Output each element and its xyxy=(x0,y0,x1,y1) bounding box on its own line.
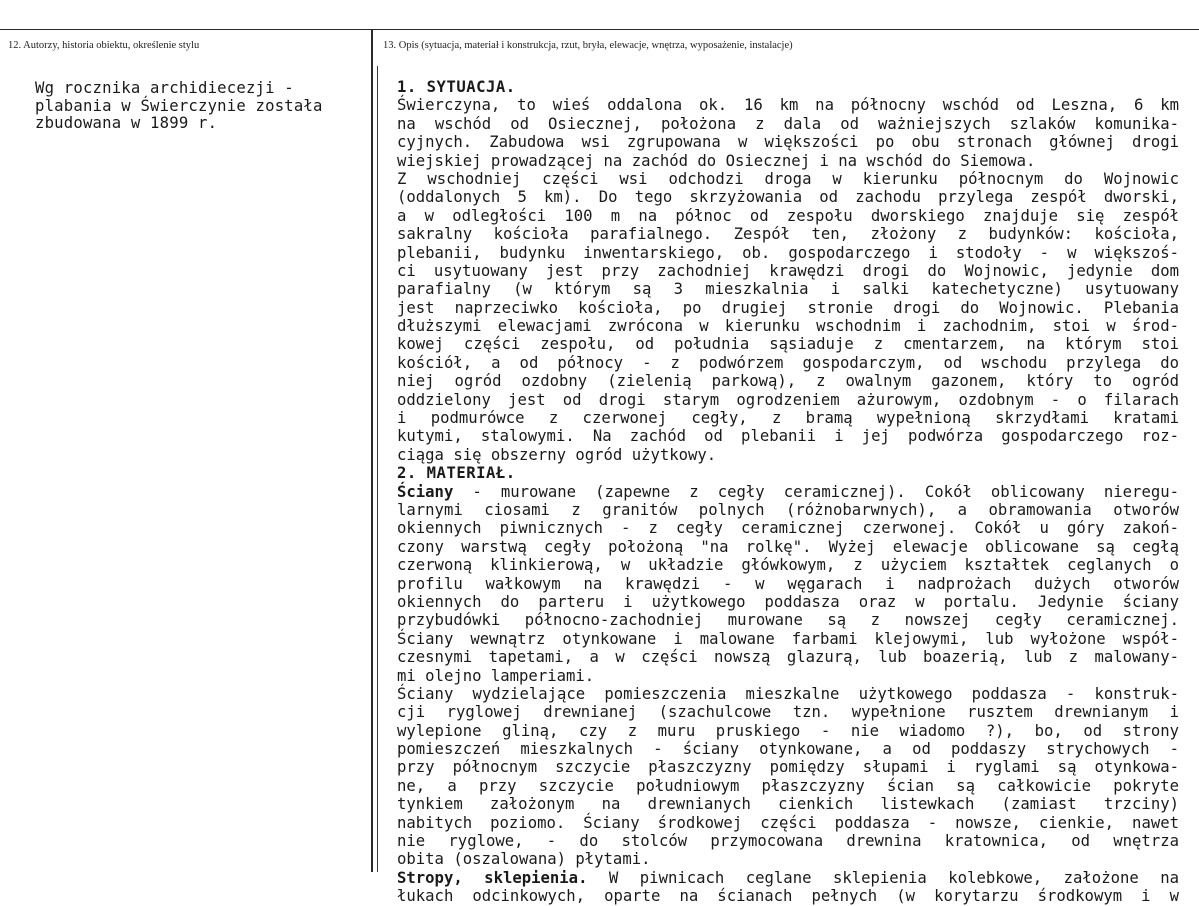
section-13-header: 13. Opis (sytuacja, materiał i konstrukcja, rzut, bryła, elewacje, wnętrza, wyposażenie, instalacje) xyxy=(383,40,793,51)
text-line: okiennych do parteru i użytkowego poddasza oraz w portalu. Jedynie ściany xyxy=(397,592,1179,611)
text-line: i podmurówce z czerwonej cegły, z bramą wypełnioną skrzydłami kratami xyxy=(397,409,1179,428)
text-line: okiennych piwnicznych - z cegły ceramicznej czerwonej. Cokół u góry zakoń- xyxy=(397,519,1179,538)
text-line: przybudówki północno-zachodniej murowane są z nowszej cegły ceramicznej. xyxy=(397,611,1179,630)
column-divider xyxy=(371,29,373,872)
text-line: (oddalonych 5 km). Do tego skrzyżowania od zachodu przylega zespół dworski, xyxy=(397,188,1179,207)
section-heading: 2. MATERIAŁ. xyxy=(397,464,516,483)
text-line: Ściany wewnątrz otynkowane i malowane farbami klejowymi, lub wyłożone współ- xyxy=(397,629,1179,648)
text-line: kowej części zespołu, od południa sąsiaduje z cmentarzem, na którym stoi xyxy=(397,335,1179,354)
paragraph-lead: Stropy, sklepienia. xyxy=(397,868,588,887)
text-line: wiejskiej prowadzącej na zachód do Osiecznej i na wschód do Siemowa. xyxy=(397,151,1036,170)
history-text: Wg rocznika archidiecezji - plabania w Świerczynie została zbudowana w 1899 r. xyxy=(35,79,323,132)
section-heading: 1. SYTUACJA. xyxy=(397,78,516,96)
text-line: ci usytuowany jest przy zachodniej krawędzi drogi do Wojnowic, jedynie dom xyxy=(397,261,1179,280)
column-divider-inner xyxy=(377,66,378,872)
text-line: ne, a przy szczycie południowym płaszczyzny ścian są całkowicie pokryte xyxy=(397,776,1179,795)
text-line: parafialny (w którym są 3 mieszkalnia i salki katechetyczne) usytuowany xyxy=(397,280,1179,299)
text-line: Z wschodniej części wsi odchodzi droga w kierunku północnym do Wojnowic xyxy=(397,169,1179,188)
text-line: przy północnym szczycie płaszczyzny pomiędzy słupami i ryglami są otynkowa- xyxy=(397,758,1179,777)
text-line: kościół, a od północy - z podwórzem gospodarczym, od wschodu przylega do xyxy=(397,353,1179,372)
text-line: wylepione gliną, czy z muru pruskiego - nie wiadomo ?), bo, od strony xyxy=(397,721,1179,740)
text-line: na wschód od Osiecznej, położona z dala od ważniejszych szlaków komunika- xyxy=(397,114,1179,133)
text-line: a w odległości 100 m na północ od zespołu dworskiego znajduje się zespół xyxy=(397,206,1179,225)
text-line: cji ryglowej drewnianej (szachulcowe tzn. wypełnione rusztem drewnianym i xyxy=(397,703,1179,722)
text-line: profilu wałkowym na krawędzi - w węgarach i nadprożach dużych otworów xyxy=(397,574,1179,593)
form-top-border xyxy=(0,29,1199,30)
text-line: czony warstwą cegły położoną "na rolkę". Wyżej elewacje oblicowane są cegłą xyxy=(397,537,1179,556)
description-text xyxy=(397,78,1179,906)
text-line: niej ogród ozdobny (zielenią parkową), z owalnym gazonem, który to ogród xyxy=(397,372,1179,391)
text-line: pomieszczeń mieszkalnych - ściany otynkowane, a od poddaszy strychowych - xyxy=(397,740,1179,759)
text-line: czerwoną klinkierową, w układzie główkowym, z użyciem kształtek ceglanych o xyxy=(397,556,1179,575)
text-line: ciąga się obszerny ogród użytkowy. xyxy=(397,445,717,464)
text-line: sakralny kościoła parafialnego. Zespół ten, złożony z budynków: kościoła, xyxy=(397,225,1179,244)
text-line: larnymi ciosami z granitów polnych (różnobarwnych), a obramowania otworów xyxy=(397,500,1179,519)
section-12-header: 12. Autorzy, historia obiektu, określenie stylu xyxy=(8,40,200,51)
text-line: oddzielony jest od drogi starym ogrodzeniem ażurowym, ozdobnym - o filarach xyxy=(397,390,1179,409)
text-line: cyjnych. Zabudowa wsi zgrupowana w większości po obu stronach głównej drogi xyxy=(397,133,1179,152)
text-line: nie ryglowe, - do stolców przymocowana drewnina kratownica, od wnętrza xyxy=(397,832,1179,851)
text-line: jest naprzeciwko kościoła, po drugiej stronie drogi do Wojnowic. Plebania xyxy=(397,298,1179,317)
paragraph-lead: Ściany xyxy=(397,482,454,501)
text-line: czesnymi tapetami, a w części nowszą glazurą, lub boazerią, lub z malowany- xyxy=(397,648,1179,667)
text-line: nabitych poziomo. Ściany środkowej części poddasza - nowsze, cienkie, nawet xyxy=(397,813,1179,832)
text-line xyxy=(397,483,1179,501)
text-line: Ściany wydzielające pomieszczenia mieszkalne użytkowego poddasza - konstruk- xyxy=(397,684,1179,703)
text-line: dłuższymi elewacjami zwrócona w kierunku wschodnim i zachodnim, stoi w środ- xyxy=(397,317,1179,336)
paragraph-text: - murowane (zapewne z cegły ceramicznej). Cokół oblicowany nieregu- xyxy=(453,482,1179,501)
text-line: łukach odcinkowych, oparte na ścianach pełnych (w korytarzu środkowym i w xyxy=(397,887,1179,906)
text-line: kutymi, stalowymi. Na zachód od plebanii i jej podwórza gospodarczego roz- xyxy=(397,427,1179,446)
text-line: obita (oszalowana) płytami. xyxy=(397,850,651,869)
text-line: tynkiem założonym na drewnianych cienkich listewkach (zamiast trzciny) xyxy=(397,795,1179,814)
text-line: mi olejno lamperiami. xyxy=(397,666,595,685)
text-line: plebanii, budynku inwentarskiego, ob. gospodarczego i stodoły - w większoś- xyxy=(397,243,1179,262)
text-line: Świerczyna, to wieś oddalona ok. 16 km na północny wschód od Leszna, 6 km xyxy=(397,96,1179,115)
paragraph-text: W piwnicach ceglane sklepienia kolebkowe, założone na xyxy=(587,868,1179,887)
